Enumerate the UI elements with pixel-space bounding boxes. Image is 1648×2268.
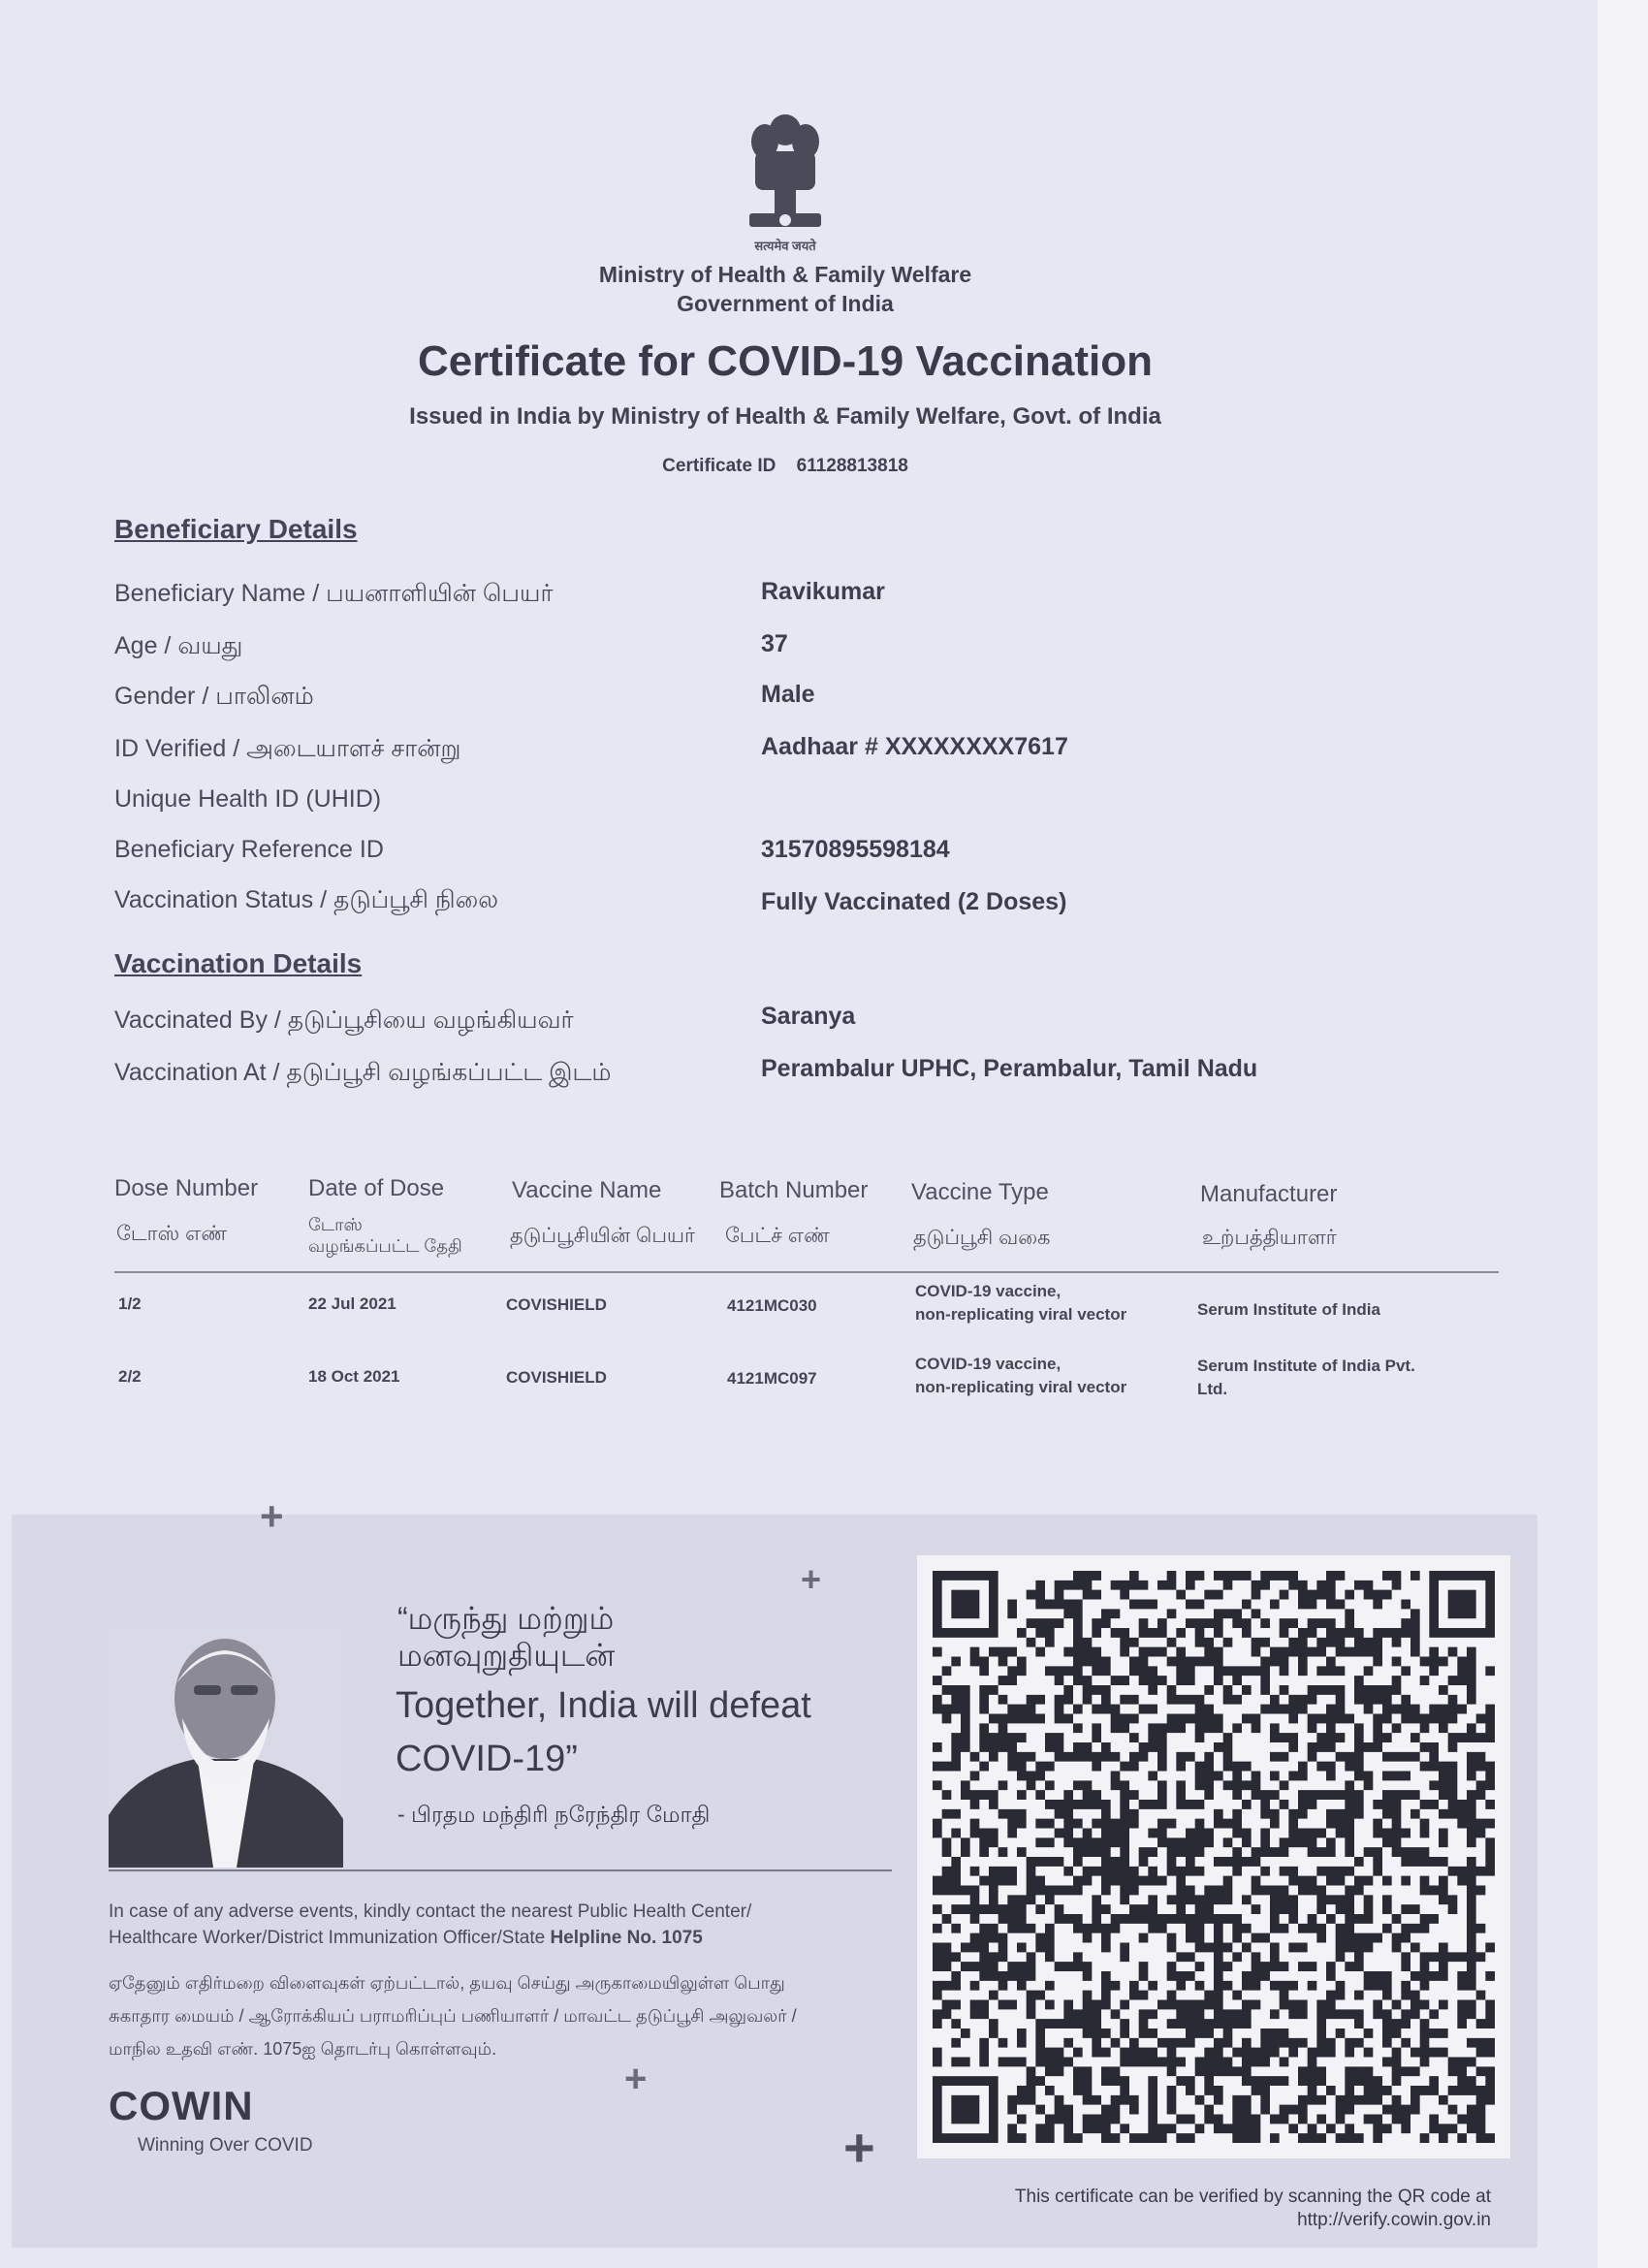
row2-manufacturer-line1: Serum Institute of India Pvt. xyxy=(1197,1357,1415,1375)
vaccination-at-label: Vaccination At / தடுப்பூசி வழங்கப்பட்ட இடம் xyxy=(114,1059,612,1086)
vaccinated-by-value: Saranya xyxy=(761,1003,856,1030)
col-header-dose-number: Dose Number xyxy=(114,1175,259,1201)
ministry-name: Ministry of Health & Family Welfare xyxy=(598,262,972,287)
quote-english-line1: Together, India will defeat xyxy=(396,1685,811,1726)
plus-decoration-icon: + xyxy=(260,1493,284,1539)
vaccination-heading: Vaccination Details xyxy=(114,948,363,978)
plus-decoration-icon: + xyxy=(801,1559,822,1599)
age-value: 37 xyxy=(761,630,788,657)
info-en-line2 xyxy=(109,1925,884,1951)
verify-url[interactable]: http://verify.cowin.gov.in xyxy=(1297,2210,1491,2230)
info-ta-line1: ஏதேனும் எதிர்மறை விளைவுகள் ஏற்பட்டால், தயவு செய்து அருகாமையிலுள்ள பொது xyxy=(109,1973,785,1993)
plus-decoration-icon: + xyxy=(843,2117,875,2178)
col-header-manufacturer: Manufacturer xyxy=(1200,1181,1338,1207)
col-header-date-of-dose-ta: டோஸ் வழங்கப்பட்ட தேதி xyxy=(308,1215,462,1256)
beneficiary-name-label: Beneficiary Name / பயனாளியின் பெயர் xyxy=(114,580,554,607)
qr-code[interactable] xyxy=(933,1571,1495,2143)
row2-manufacturer-line2: Ltd. xyxy=(1197,1380,1228,1398)
col-header-dose-number-ta: டோஸ் எண் xyxy=(116,1223,228,1245)
row1-batch: 4121MC030 xyxy=(727,1296,817,1315)
vaccination-at-value: Perambalur UPHC, Perambalur, Tamil Nadu xyxy=(761,1055,1258,1082)
row2-batch: 4121MC097 xyxy=(727,1369,817,1388)
gender-value: Male xyxy=(761,681,815,708)
row2-type-line1: COVID-19 vaccine, xyxy=(915,1355,1062,1373)
quote-english-line2: COVID-19” xyxy=(396,1739,578,1779)
certificate-id-value: 61128813818 xyxy=(796,456,908,476)
row2-date: 18 Oct 2021 xyxy=(308,1367,400,1386)
info-en-line2-text: Healthcare Worker/District Immunization Officer/State xyxy=(109,1928,546,1948)
helpline-number: Helpline No. 1075 xyxy=(550,1928,703,1948)
adverse-events-info-english xyxy=(109,1899,884,1951)
id-verified-value: Aadhaar # XXXXXXXX7617 xyxy=(761,733,1068,760)
col-header-manufacturer-ta: உற்பத்தியாளர் xyxy=(1202,1227,1337,1249)
row2-dose: 2/2 xyxy=(118,1367,142,1386)
id-verified-label: ID Verified / அடையாளச் சான்று xyxy=(114,735,461,762)
vaccinated-by-label: Vaccinated By / தடுப்பூசியை வழங்கியவர் xyxy=(114,1006,574,1034)
col-header-vaccine-name: Vaccine Name xyxy=(512,1177,662,1203)
cowin-tagline: Winning Over COVID xyxy=(138,2135,313,2156)
certificate-id-line xyxy=(582,456,989,477)
gender-label: Gender / பாலினம் xyxy=(114,683,314,710)
verify-line1: This certificate can be verified by scanning the QR code at xyxy=(1014,2187,1491,2207)
quote-tamil-line1: “மருந்து மற்றும் xyxy=(397,1601,615,1636)
row1-dose: 1/2 xyxy=(118,1294,142,1313)
qr-code-frame xyxy=(917,1555,1510,2158)
col-header-vaccine-type: Vaccine Type xyxy=(911,1179,1049,1205)
row1-date: 22 Jul 2021 xyxy=(308,1294,396,1313)
col-header-date-of-dose: Date of Dose xyxy=(308,1175,445,1201)
table-header-divider xyxy=(114,1271,1499,1273)
adverse-events-info-tamil xyxy=(109,1966,884,2065)
quote-tamil-line2: மனவுறுதியுடன் xyxy=(397,1638,616,1673)
info-ta-line2: சுகாதார மையம் / ஆரோக்கியப் பராமரிப்புப் பணியாளர் / மாவட்ட தடுப்பூசி அலுவலர் / xyxy=(109,2006,797,2026)
page-edge xyxy=(1598,0,1648,2268)
vaccination-status-label: Vaccination Status / தடுப்பூசி நிலை xyxy=(114,886,499,913)
quote-english xyxy=(396,1679,900,1786)
government-name: Government of India xyxy=(677,291,894,316)
row1-type-line2: non-replicating viral vector xyxy=(915,1305,1127,1324)
row1-vaccine: COVISHIELD xyxy=(506,1295,607,1314)
verify-note xyxy=(931,2186,1491,2232)
certificate-id-label: Certificate ID xyxy=(662,456,776,476)
banner-divider xyxy=(109,1869,892,1871)
prime-minister-portrait xyxy=(109,1625,343,1868)
beneficiary-name-value: Ravikumar xyxy=(761,578,885,605)
info-en-line1: In case of any adverse events, kindly contact the nearest Public Health Center/ xyxy=(109,1901,752,1922)
uhid-label: Unique Health ID (UHID) xyxy=(114,785,382,813)
row2-type-line2: non-replicating viral vector xyxy=(915,1378,1127,1396)
info-ta-line3: மாநில உதவி எண். 1075ஐ தொடர்பு கொள்ளவும். xyxy=(109,2039,497,2059)
beneficiary-heading: Beneficiary Details xyxy=(114,514,358,544)
age-label: Age / வயது xyxy=(114,632,243,659)
col-header-vaccine-name-ta: தடுப்பூசியின் பெயர் xyxy=(510,1225,695,1247)
certificate-title: Certificate for COVID-19 Vaccination xyxy=(418,337,1153,385)
certificate-subtitle: Issued in India by Ministry of Health & Family Welfare, Govt. of India xyxy=(409,403,1161,430)
reference-id-label: Beneficiary Reference ID xyxy=(114,836,384,863)
reference-id-value: 31570895598184 xyxy=(761,836,950,863)
col-header-batch-number: Batch Number xyxy=(719,1177,869,1203)
quote-tamil xyxy=(397,1600,615,1674)
national-emblem-icon xyxy=(742,109,829,254)
row2-vaccine: COVISHIELD xyxy=(506,1368,607,1387)
quote-attribution: - பிரதம மந்திரி நரேந்திர மோதி xyxy=(397,1802,711,1827)
vaccination-status-value: Fully Vaccinated (2 Doses) xyxy=(761,888,1067,915)
plus-decoration-icon: + xyxy=(624,2058,648,2100)
row1-type-line1: COVID-19 vaccine, xyxy=(915,1282,1062,1300)
col-header-batch-number-ta: பேட்ச் எண் xyxy=(725,1225,830,1247)
cowin-logo: COWIN xyxy=(109,2083,254,2128)
row1-manufacturer: Serum Institute of India xyxy=(1197,1300,1380,1319)
col-header-vaccine-type-ta: தடுப்பூசி வகை xyxy=(913,1227,1051,1249)
emblem-motto: सत्यमेव जयते xyxy=(754,239,816,253)
